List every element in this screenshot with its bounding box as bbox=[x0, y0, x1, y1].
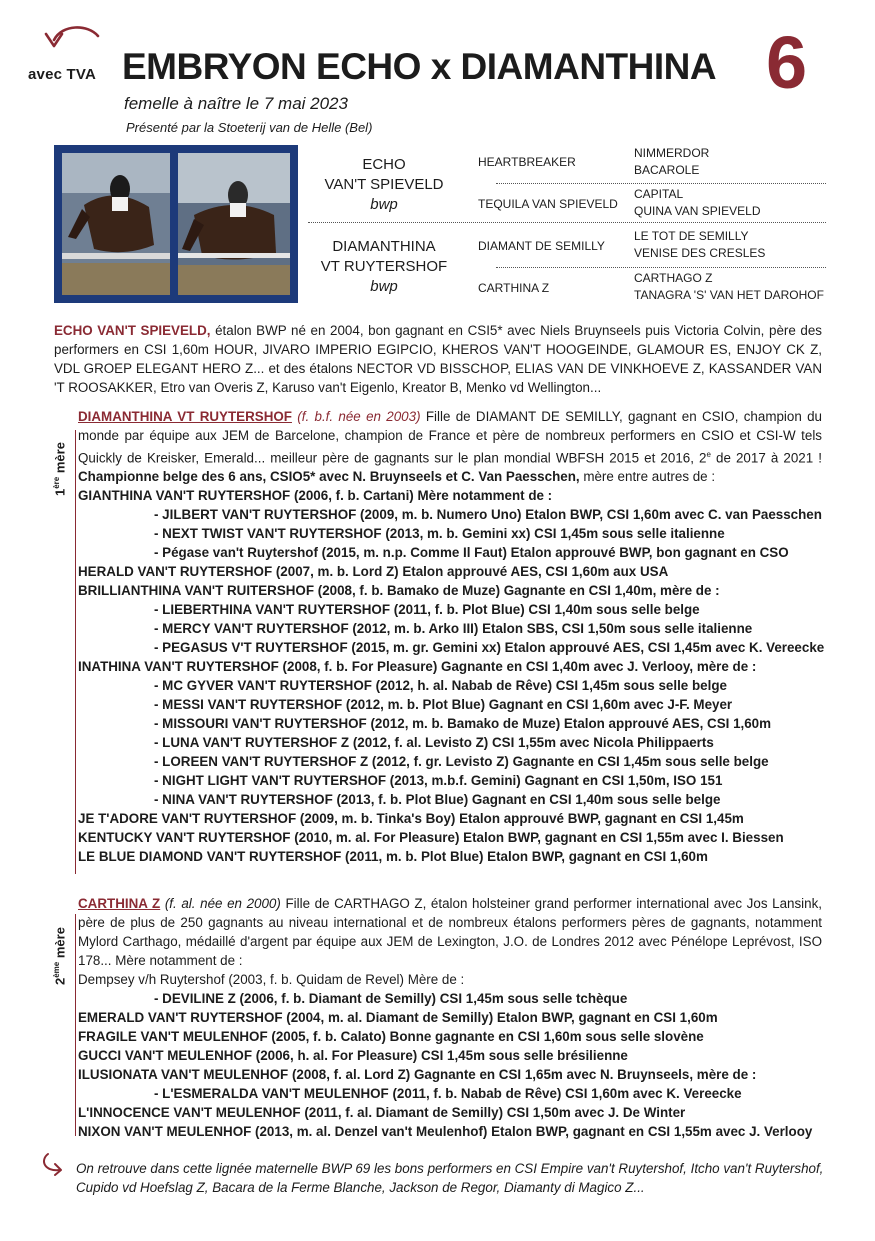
pedigree-sire bbox=[306, 155, 462, 215]
offspring-line: - MC GYVER VAN'T RUYTERSHOF (2012, h. al. Nabab de Rêve) CSI 1,45m sous selle belge bbox=[154, 678, 727, 694]
first-dam-bold: Championne belge des 6 ans, CSIO5* avec N. Bruynseels et C. Van Paesschen, bbox=[78, 469, 580, 485]
second-dam-label-num: 2 bbox=[52, 977, 68, 985]
hook-arrow-icon bbox=[38, 1152, 68, 1178]
page-title: EMBRYON ECHO x DIAMANTHINA bbox=[122, 46, 717, 87]
first-dam-paragraph bbox=[78, 407, 822, 486]
pedigree-divider bbox=[496, 183, 826, 184]
curved-arrow-icon bbox=[40, 22, 104, 68]
offspring-line: LE BLUE DIAMOND VAN'T RUYTERSHOF (2011, m. b. Plot Blue) Etalon BWP, gagnant en CSI 1,60m bbox=[78, 849, 708, 865]
offspring-line: L'INNOCENCE VAN'T MEULENHOF (2011, f. al. Diamant de Semilly) CSI 1,50m avec J. De Winter bbox=[78, 1105, 686, 1120]
second-dam-block bbox=[78, 894, 822, 1141]
offspring-line: HERALD VAN'T RUYTERSHOF (2007, m. b. Lord Z) Etalon approuvé AES, CSI 1,60m aux USA bbox=[78, 564, 669, 580]
second-dam-offspring-list bbox=[78, 989, 822, 1141]
first-dam-text: Fille de DIAMANT DE SEMILLY, gagnant en CSIO, champion du monde par équipe aux JEM de Barcelone, champion de France et père de nombreux performers en CSIO et CSI-W tels Quickly de Kreisker, Emerald... meilleur père de gagnants sur le plan mondial WBFSH 2015 et 2016, 2 bbox=[78, 409, 822, 466]
pedigree-great-grandparent: LE TOT DE SEMILLY bbox=[634, 229, 749, 243]
offspring-line: - LIEBERTHINA VAN'T RUYTERSHOF (2011, f. b. Plot Blue) CSI 1,40m sous selle belge bbox=[154, 602, 700, 618]
second-dam-label bbox=[52, 927, 67, 985]
offspring-line: - Pégase van't Ruytershof (2015, m. n.p. Comme Il Faut) Etalon approuvé BWP, bon gagnant en CSO bbox=[154, 545, 789, 561]
second-dam-paragraph bbox=[78, 894, 822, 970]
sire-breed: bwp bbox=[370, 196, 398, 213]
pedigree-divider bbox=[496, 267, 826, 268]
subtitle: femelle à naître le 7 mai 2023 bbox=[124, 94, 348, 113]
sire-heading: ECHO VAN'T SPIEVELD, bbox=[54, 323, 211, 338]
sire-name-line2: VAN'T SPIEVELD bbox=[324, 176, 444, 193]
pedigree-great-grandparent: VENISE DES CRESLES bbox=[634, 246, 766, 260]
offspring-line: BRILLIANTHINA VAN'T RUITERSHOF (2008, f. b. Bamako de Muze) Gagnante en CSI 1,40m, mère de : bbox=[78, 583, 720, 599]
offspring-line: - NEXT TWIST VAN'T RUYTERSHOF (2013, m. b. Gemini xx) CSI 1,45m sous selle italienne bbox=[154, 526, 725, 542]
pedigree-grandparent: TEQUILA VAN SPIEVELD bbox=[478, 197, 618, 211]
second-dam-label-sup: ème bbox=[52, 961, 61, 978]
first-dam-label bbox=[52, 442, 67, 496]
first-dam-label-sup: ère bbox=[52, 476, 61, 489]
second-dam-name: CARTHINA Z bbox=[78, 896, 161, 911]
sire-text: étalon BWP né en 2004, bon gagnant en CSI5* avec Niels Bruynseels puis Victoria Colvin, père des performers en CSI 1,60m HOUR, JIVARO IMPERIO EGIPCIO, KHEROS VAN'T HOOGEINDE, GLAMOUR ES, ENJOY CK Z, VDL GROEP ELEGANT HERO Z... et des étalons NECTOR VD BISSCHOP, ELIAS VAN DE VINKHOEVE Z, KASSANDER VAN 'T ROOSAKKER, Etro van Overis Z, Karuso van't Eigenlo, Kreator B, Menko vd Wellington... bbox=[54, 323, 822, 395]
second-dam-label-text: mère bbox=[52, 927, 68, 962]
offspring-line: INATHINA VAN'T RUYTERSHOF (2008, f. b. For Pleasure) Gagnante en CSI 1,40m avec J. Verlooy, mère de : bbox=[78, 659, 757, 675]
offspring-line: GIANTHINA VAN'T RUYTERSHOF (2006, f. b. Cartani) Mère notamment de : bbox=[78, 488, 553, 504]
offspring-line: - MESSI VAN'T RUYTERSHOF (2012, m. b. Plot Blue) Gagnant en CSI 1,60m avec J-F. Meyer bbox=[154, 697, 733, 713]
footer-note: On retrouve dans cette lignée maternelle BWP 69 les bons performers en CSI Empire van't Ruytershof, Itcho van't Ruytershof, Cupido vd Hoefslag Z, Bacara de la Ferme Blanche, Jackson de Regor, Diamanty di Magico Z... bbox=[76, 1161, 824, 1195]
first-dam-rule bbox=[75, 430, 76, 874]
offspring-line: - JILBERT VAN'T RUYTERSHOF (2009, m. b. Numero Uno) Etalon BWP, CSI 1,60m avec C. van Paesschen bbox=[154, 507, 822, 523]
offspring-line: KENTUCKY VAN'T RUYTERSHOF (2010, m. al. For Pleasure) Etalon BWP, gagnant en CSI 1,55m avec I. Biessen bbox=[78, 830, 784, 846]
first-dam-text2: de 2017 à 2021 ! bbox=[710, 450, 822, 466]
horse-photo bbox=[54, 145, 298, 303]
second-dam-detail: (f. al. née en 2000) bbox=[160, 896, 281, 911]
offspring-line: GUCCI VAN'T MEULENHOF (2006, h. al. For Pleasure) CSI 1,45m sous selle brésilienne bbox=[78, 1048, 628, 1063]
offspring-line: EMERALD VAN'T RUYTERSHOF (2004, m. al. Diamant de Semilly) Etalon BWP, gagnant en CSI 1,60m bbox=[78, 1010, 718, 1025]
offspring-line: - PEGASUS V'T RUYTERSHOF (2015, m. gr. Gemini xx) Etalon approuvé AES, CSI 1,45m avec K. Vereecke bbox=[154, 640, 825, 656]
dam-breed: bwp bbox=[370, 278, 398, 295]
pedigree-grandparent: CARTHINA Z bbox=[478, 281, 550, 295]
first-dam-name: DIAMANTHINA VT RUYTERSHOF bbox=[78, 409, 292, 424]
offspring-line: - NIGHT LIGHT VAN'T RUYTERSHOF (2013, m.b.f. Gemini) Gagnant en CSI 1,50m, ISO 151 bbox=[154, 773, 723, 789]
first-dam-offspring-list bbox=[78, 486, 825, 866]
lot-number: 6 bbox=[766, 21, 808, 104]
sire-name-line1: ECHO bbox=[362, 156, 406, 173]
pedigree-great-grandparent: CAPITAL bbox=[634, 187, 684, 201]
first-dam-block bbox=[78, 407, 825, 866]
offspring-line: - NINA VAN'T RUYTERSHOF (2013, f. b. Plot Blue) Gagnant en CSI 1,40m sous selle belge bbox=[154, 792, 721, 808]
first-dam-label-text: mère bbox=[52, 442, 68, 477]
pedigree-great-grandparent: QUINA VAN SPIEVELD bbox=[634, 204, 761, 218]
offspring-line: - MERCY VAN'T RUYTERSHOF (2012, m. b. Arko III) Etalon SBS, CSI 1,50m sous selle italienne bbox=[154, 621, 753, 637]
offspring-line: - DEVILINE Z (2006, f. b. Diamant de Semilly) CSI 1,45m sous selle tchèque bbox=[154, 991, 628, 1006]
second-dam-lead: Dempsey v/h Ruytershof (2003, f. b. Quidam de Revel) Mère de : bbox=[78, 972, 465, 987]
pedigree-great-grandparent: NIMMERDOR bbox=[634, 146, 710, 160]
pedigree-great-grandparent: BACAROLE bbox=[634, 163, 700, 177]
pedigree-grandparent: DIAMANT DE SEMILLY bbox=[478, 239, 605, 253]
offspring-line: - LUNA VAN'T RUYTERSHOF Z (2012, f. al. Levisto Z) CSI 1,55m avec Nicola Philippaerts bbox=[154, 735, 714, 751]
offspring-line: NIXON VAN'T MEULENHOF (2013, m. al. Denzel van't Meulenhof) Etalon BWP, gagnant en CSI 1,55m avec J. Verlooy bbox=[78, 1124, 813, 1139]
tva-label: avec TVA bbox=[28, 66, 97, 83]
first-dam-detail: (f. b.f. née en 2003) bbox=[291, 409, 421, 424]
offspring-line: - MISSOURI VAN'T RUYTERSHOF (2012, m. b. Bamako de Muze) Etalon approuvé AES, CSI 1,60m bbox=[154, 716, 772, 732]
offspring-line: ILUSIONATA VAN'T MEULENHOF (2008, f. al. Lord Z) Gagnante en CSI 1,65m avec N. Bruynseels, mère de : bbox=[78, 1067, 757, 1082]
offspring-line: - L'ESMERALDA VAN'T MEULENHOF (2011, f. b. Nabab de Rêve) CSI 1,60m avec K. Vereecke bbox=[154, 1086, 742, 1101]
pedigree-dam bbox=[306, 237, 462, 297]
sire-paragraph bbox=[54, 321, 822, 397]
offspring-line: JE T'ADORE VAN'T RUYTERSHOF (2009, m. b. Tinka's Boy) Etalon approuvé BWP, gagnant en CSI 1,45m bbox=[78, 811, 744, 827]
pedigree-grandparent: HEARTBREAKER bbox=[478, 155, 576, 169]
pedigree-great-grandparent: TANAGRA 'S' VAN HET DAROHOF bbox=[634, 288, 824, 302]
pedigree-divider bbox=[308, 222, 826, 223]
first-dam-label-num: 1 bbox=[52, 488, 68, 496]
second-dam-text: Fille de CARTHAGO Z, étalon holsteiner grand performer international avec Jos Lansink, père de plus de 250 gagnants au niveau international et de nombreux étalons performers pères de gagnants, notamment Mylord Carthago, médaillé d'argent par équipe aux JEM de Lexington, J.O. de Londres 2012 avec Pénélope Leprévost, ISO 178... Mère notamment de : bbox=[78, 896, 823, 968]
offspring-line: - LOREEN VAN'T RUYTERSHOF Z (2012, f. gr. Levisto Z) Gagnante en CSI 1,45m sous selle belge bbox=[154, 754, 769, 770]
dam-name-line1: DIAMANTHINA bbox=[332, 238, 436, 255]
second-dam-rule bbox=[75, 914, 76, 1136]
first-dam-sup: e bbox=[706, 450, 711, 459]
dam-name-line2: VT RUYTERSHOF bbox=[320, 258, 448, 275]
pedigree-great-grandparent: CARTHAGO Z bbox=[634, 271, 713, 285]
presenter-line: Présenté par la Stoeterij van de Helle (Bel) bbox=[126, 120, 373, 135]
offspring-line: FRAGILE VAN'T MEULENHOF (2005, f. b. Calato) Bonne gagnante en CSI 1,60m sous selle slovène bbox=[78, 1029, 704, 1044]
first-dam-text3: mère entre autres de : bbox=[579, 469, 716, 485]
